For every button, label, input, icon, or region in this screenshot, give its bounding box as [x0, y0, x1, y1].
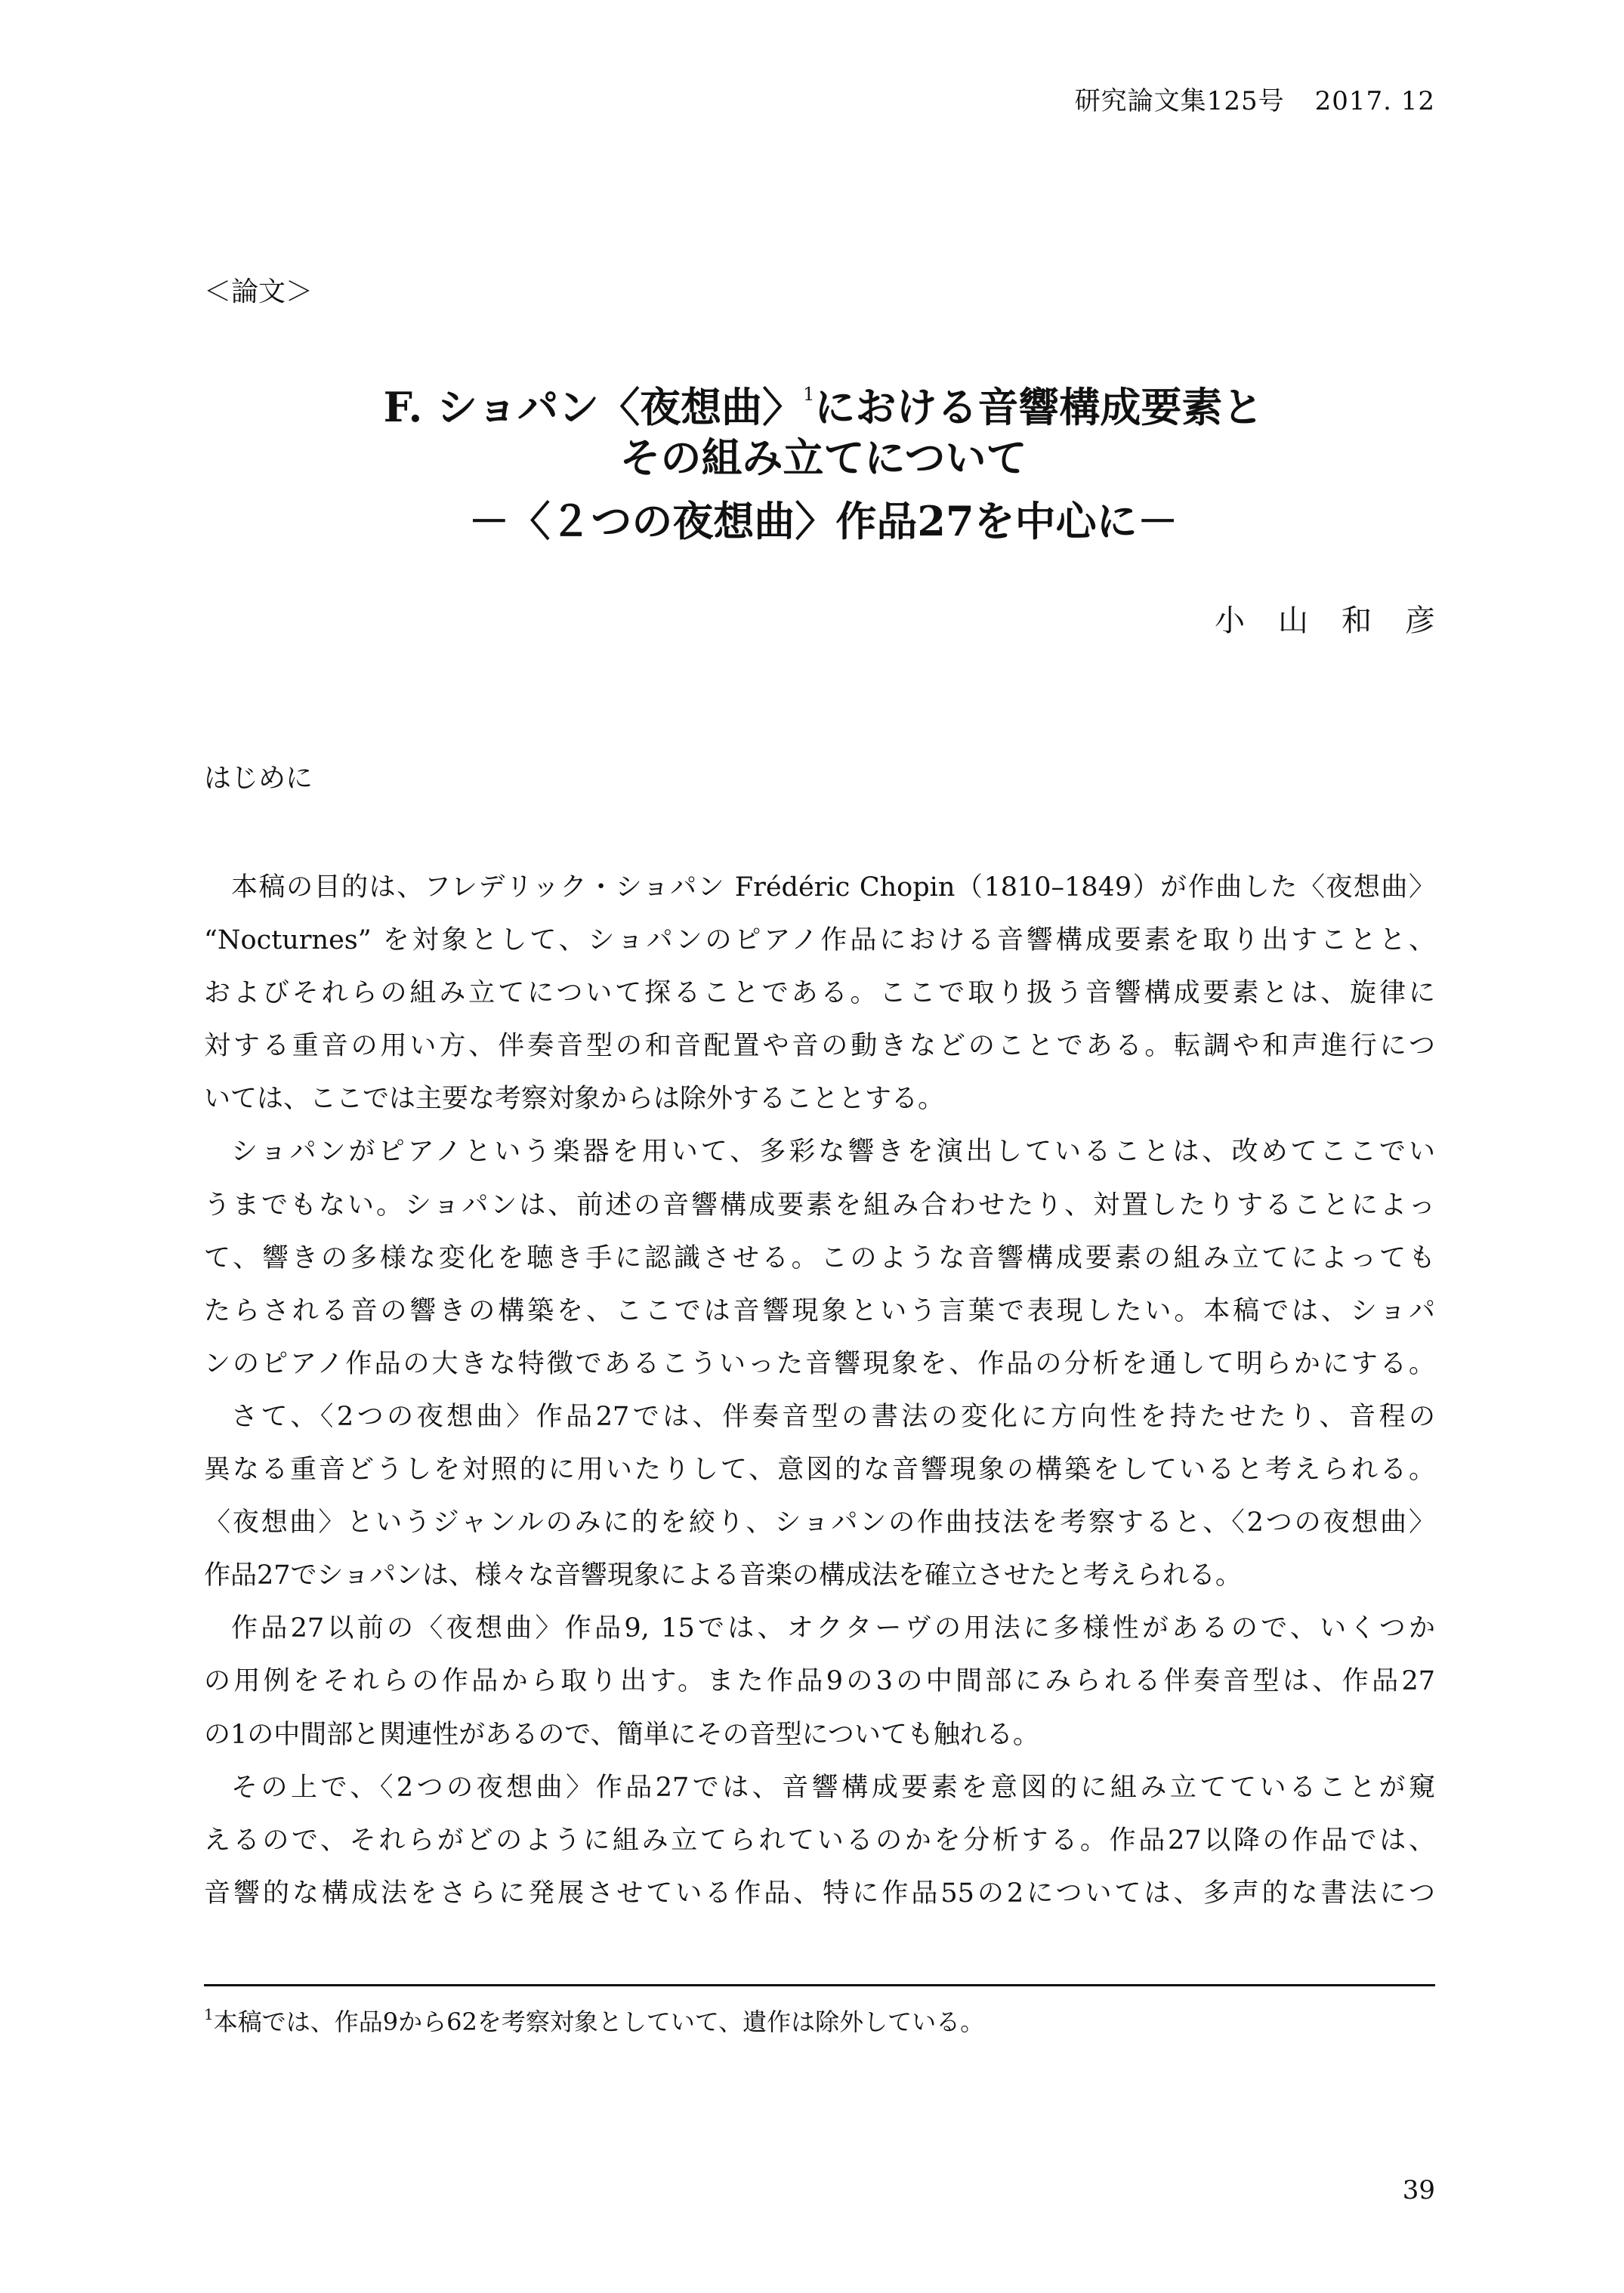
- body-line: うまでもない。ショパンは、前述の音響構成要素を組み合わせたり、対置したりすることによっ: [204, 1190, 1435, 1221]
- body-line: “Nocturnes” を対象として、ショパンのピアノ作品における音響構成要素を取り出すことと、: [204, 925, 1435, 956]
- body-line: て、響きの多様な変化を聴き手に認識させる。このような音響構成要素の組み立てによっても: [204, 1242, 1435, 1273]
- section-type-label: ＜論文＞: [204, 276, 313, 307]
- body-line: 作品27以前の〈夜想曲〉作品9, 15では、オクターヴの用法に多様性があるので、いくつか: [231, 1613, 1435, 1644]
- running-header: [1075, 80, 1435, 117]
- body-line: 本稿の目的は、フレデリック・ショパン Frédéric Chopin（1810–1849）が作曲した〈夜想曲〉: [231, 872, 1435, 903]
- body-line: たらされる音の響きの構築を、ここでは音響現象という言葉で表現したい。本稿では、ショパ: [204, 1295, 1435, 1326]
- title-part-b: における音響構成要素と: [814, 383, 1264, 431]
- body-line: さて、〈2つの夜想曲〉作品27では、伴奏音型の書法の変化に方向性を持たせたり、音程の: [231, 1401, 1435, 1432]
- body-text: [204, 861, 1435, 1920]
- body-line: 〈夜想曲〉というジャンルのみに的を絞り、ショパンの作曲技法を考察すると、〈2つの夜想曲〉: [204, 1508, 1435, 1538]
- body-line: その上で、〈2つの夜想曲〉作品27では、音響構成要素を意図的に組み立てていることが窺: [231, 1772, 1435, 1803]
- title-footnote-mark[interactable]: 1: [803, 384, 815, 405]
- body-line: ショパンがピアノという楽器を用いて、多彩な響きを演出していることは、改めてここでい: [231, 1137, 1435, 1168]
- footnote-mark: 1: [204, 2005, 214, 2023]
- body-line: の1の中間部と関連性があるので、簡単にその音型についても触れる。: [204, 1719, 1039, 1750]
- body-line: えるので、それらがどのように組み立てられているのかを分析する。作品27以降の作品では、: [204, 1825, 1435, 1856]
- body-line: 音響的な構成法をさらに発展させている作品、特に作品55の2については、多声的な書法につ: [204, 1878, 1435, 1909]
- body-line: 異なる重音どうしを対照的に用いたりして、意図的な音響現象の構築をしていると考えられる。: [204, 1455, 1435, 1486]
- body-line: いては、ここでは主要な考察対象からは除外することとする。: [204, 1084, 945, 1115]
- footnote: [204, 2003, 984, 2038]
- body-line: 作品27でショパンは、様々な音響現象による音楽の構成法を確立させたと考えられる。: [204, 1560, 1242, 1591]
- title-line-2: その組み立てについて: [619, 434, 1027, 482]
- footnote-text: 本稿では、作品9から62を考察対象としていて、遺作は除外している。: [213, 2008, 985, 2036]
- page-number: 39: [1402, 2175, 1435, 2205]
- journal-issue: 研究論文集125号: [1074, 86, 1285, 116]
- body-line: 対する重音の用い方、伴奏音型の和音配置や音の動きなどのことである。転調や和声進行につ: [204, 1031, 1435, 1062]
- body-line: ンのピアノ作品の大きな特徴であるこういった音響現象を、作品の分析を通して明らかにする。: [204, 1348, 1435, 1379]
- body-line: およびそれらの組み立てについて探ることである。ここで取り扱う音響構成要素とは、旋律に: [204, 978, 1435, 1009]
- footnote-divider: [204, 1984, 1435, 1986]
- subtitle: －〈２つの夜想曲〉作品27を中心に－: [468, 497, 1178, 545]
- issue-date: 2017. 12: [1314, 86, 1435, 116]
- body-line: の用例をそれらの作品から取り出す。また作品9の3の中間部にみられる伴奏音型は、作品27: [204, 1666, 1435, 1697]
- author-name: 小山和彦: [1215, 603, 1468, 638]
- section-heading: はじめに: [204, 763, 313, 794]
- title-part-a: F. ショパン〈夜想曲〉: [383, 383, 804, 431]
